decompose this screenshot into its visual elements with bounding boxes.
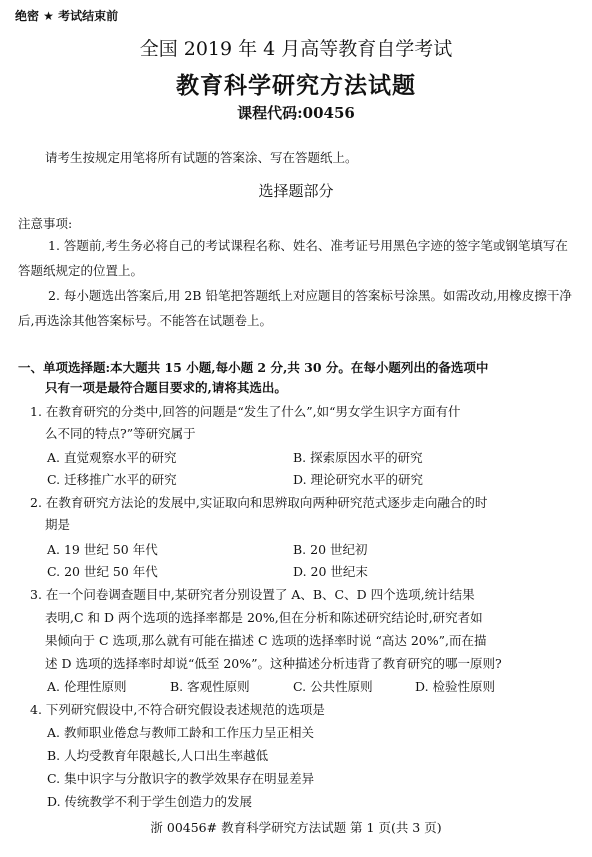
course-code: 课程代码:00456	[237, 104, 355, 122]
section-title: 选择题部分	[258, 182, 334, 200]
answer-notice: 请考生按规定用笔将所有试题的答案涂、写在答题纸上。	[45, 150, 358, 165]
question-2-line-1: 2. 在教育研究方法论的发展中,实证取向和思辨取向两种研究范式逐步走向融合的时	[30, 495, 488, 510]
question-3-line-4: 述 D 选项的选择率时却说“低至 20%”。这种描述分析违背了教育研究的哪一原则?	[45, 656, 502, 671]
question-1-option-d: D. 理论研究水平的研究	[293, 472, 424, 487]
question-3-line-3: 果倾向于 C 选项,那么就有可能在描述 C 选项的选择率时说 “高达 20%”,而在描	[45, 633, 487, 648]
confidential-stamp: 绝密 ★ 考试结束前	[15, 9, 119, 23]
question-2-option-b: B. 20 世纪初	[293, 542, 368, 557]
question-2-option-a: A. 19 世纪 50 年代	[47, 542, 158, 557]
question-4-option-b: B. 人均受教育年限越长,人口出生率越低	[47, 748, 269, 763]
question-1-option-b: B. 探索原因水平的研究	[293, 450, 423, 465]
page-footer: 浙 00456# 教育科学研究方法试题 第 1 页(共 3 页)	[150, 820, 442, 835]
attention-item-1: 1. 答题前,考生务必将自己的考试课程名称、姓名、准考证号用黑色字迹的签字笔或钢笔填写在答题纸规定的位置上。	[18, 238, 568, 278]
question-3-option-d: D. 检验性原则	[415, 679, 496, 694]
question-4-option-a: A. 教师职业倦怠与教师工龄和工作压力呈正相关	[47, 725, 314, 740]
question-4-line-1: 4. 下列研究假设中,不符合研究假设表述规范的选项是	[30, 702, 325, 717]
question-3-option-a: A. 伦理性原则	[47, 679, 127, 694]
question-3-option-c: C. 公共性原则	[293, 679, 373, 694]
part-heading-cont: 只有一项是最符合题目要求的,请将其选出。	[45, 380, 287, 395]
question-1-option-a: A. 直觉观察水平的研究	[47, 450, 177, 465]
question-2-option-d: D. 20 世纪末	[293, 564, 368, 579]
question-4-option-d: D. 传统教学不利于学生创造力的发展	[47, 794, 253, 809]
attention-item-2: 2. 每小题选出答案后,用 2B 铅笔把答题纸上对应题目的答案标号涂黑。如需改动,用橡皮擦干净后,再选涂其他答案标号。不能答在试题卷上。	[18, 288, 572, 328]
exam-title: 全国 2019 年 4 月高等教育自学考试	[139, 38, 453, 60]
question-1-line-2: 么不同的特点?”等研究属于	[45, 426, 196, 441]
paper-title: 教育科学研究方法试题	[176, 72, 416, 99]
question-1-line-1: 1. 在教育研究的分类中,回答的问题是“发生了什么”,如“男女学生识字方面有什	[30, 404, 461, 419]
question-3-line-2: 表明,C 和 D 两个选项的选择率都是 20%,但在分析和陈述研究结论时,研究者如	[45, 610, 483, 625]
part-heading: 一、单项选择题:本大题共 15 小题,每小题 2 分,共 30 分。在每小题列出的备选项中	[18, 360, 489, 375]
attention-heading: 注意事项:	[18, 216, 73, 231]
question-2-option-c: C. 20 世纪 50 年代	[47, 564, 158, 579]
question-3-option-b: B. 客观性原则	[170, 679, 250, 694]
question-3-line-1: 3. 在一个问卷调查题目中,某研究者分别设置了 A、B、C、D 四个选项,统计结果	[30, 587, 475, 602]
question-1-option-c: C. 迁移推广水平的研究	[47, 472, 177, 487]
question-4-option-c: C. 集中识字与分散识字的教学效果存在明显差异	[47, 771, 315, 786]
question-2-line-2: 期是	[45, 517, 71, 532]
